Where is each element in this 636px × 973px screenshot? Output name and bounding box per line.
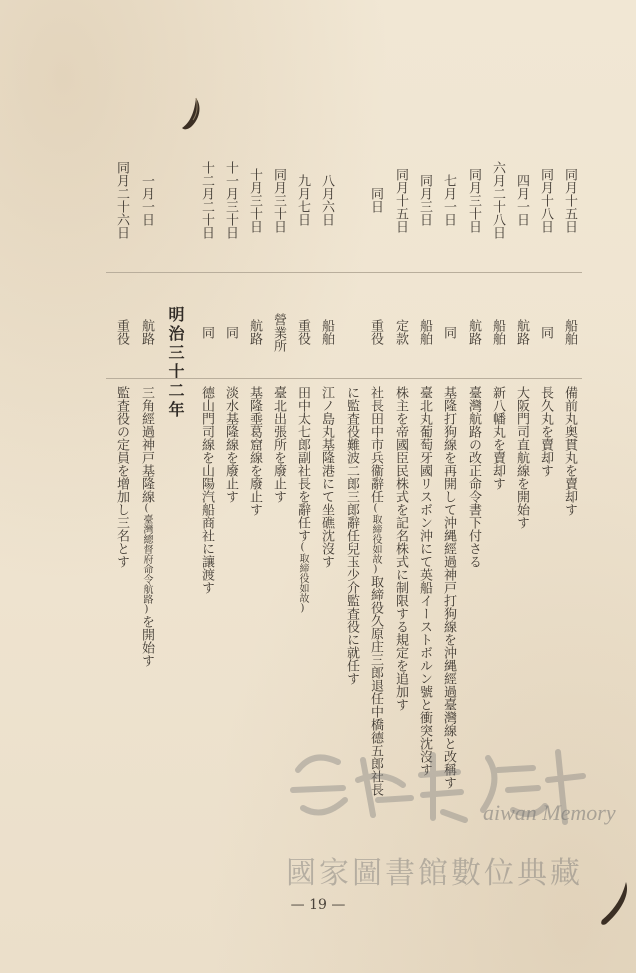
binding-pin-mark <box>596 880 634 928</box>
entry-date: 一月一日 <box>139 174 154 226</box>
entry-date: 同月二十六日 <box>114 161 129 239</box>
event-note: (取締役如故) <box>297 542 308 614</box>
entry-date: 十一月三十日 <box>223 161 238 239</box>
entry-event: 長久丸を賣却す <box>538 386 553 477</box>
entry-event: 臺灣航路の改正命令書下付さる <box>466 386 481 568</box>
entry-event: 基隆打狗線を再開して沖縄經過神戸打狗線を沖縄經過臺灣線と改稱す <box>441 386 456 789</box>
entry-date: 六月二十八日 <box>490 161 505 239</box>
entry-event: 江ノ島丸基隆港にて坐礁沈沒す <box>319 386 334 568</box>
entry-date: 七月一日 <box>441 174 456 226</box>
entry-category: 船舶 <box>417 319 432 345</box>
entry-category: 航路 <box>514 319 529 345</box>
entry-category: 同 <box>538 325 553 339</box>
entry-category: 航路 <box>247 319 262 345</box>
entry-category: 船舶 <box>562 319 577 345</box>
divider <box>106 378 582 379</box>
entry-category: 重役 <box>368 319 383 345</box>
entry-category: 營業所 <box>271 312 286 352</box>
entry-event: 淡水基隆線を廢止す <box>223 386 238 503</box>
entry-date: 同日 <box>368 187 383 213</box>
entry-event <box>134 386 158 866</box>
entry-category: 航路 <box>466 319 481 345</box>
entry-date: 同月十五日 <box>562 167 577 233</box>
svg-text:aiwan Memory: aiwan Memory <box>483 800 616 825</box>
binding-pin-mark <box>178 96 212 136</box>
entry-date: 同月十八日 <box>538 167 553 233</box>
entry-category: 航路 <box>139 319 154 345</box>
entry-column <box>218 0 242 973</box>
entry-date: 九月七日 <box>295 174 310 226</box>
entry-event: に監査役難波二郎三郎辭任兒玉少介監査役に就任す <box>344 386 359 685</box>
entry-category: 船舶 <box>490 319 505 345</box>
entry-category: 同 <box>441 325 456 339</box>
entry-category: 重役 <box>114 319 129 345</box>
era-heading: 明治三十二年 <box>166 306 185 420</box>
event-note: (臺灣總督府命令航路) <box>141 503 152 615</box>
entry-date: 十月三十日 <box>247 167 262 233</box>
divider <box>106 272 582 273</box>
event-text: 三角經過神戸基隆線 <box>139 386 154 503</box>
event-note: (取締役如故) <box>370 503 381 575</box>
entry-date: 同月十五日 <box>393 167 408 233</box>
entry-category: 定款 <box>393 319 408 345</box>
entry-event: 備前丸奥貫丸を賣却す <box>562 386 577 516</box>
entry-date: 同月三十日 <box>466 167 481 233</box>
entry-date: 同月三十日 <box>271 167 286 233</box>
entry-event: 基隆埀葛窟線を廢止す <box>247 386 262 516</box>
entry-event: 臺北丸葡萄牙國リスボン沖にて英船イーストボルン號と衝突沈沒す <box>417 386 432 776</box>
entry-event: 大阪門司直航線を開始す <box>514 386 529 529</box>
entry-date: 同月三日 <box>417 174 432 226</box>
entry-date: 四月一日 <box>514 174 529 226</box>
event-text: を開始す <box>139 615 154 667</box>
entry-column <box>134 0 158 973</box>
entry-date: 八月六日 <box>319 174 334 226</box>
entry-category: 同 <box>223 325 238 339</box>
entry-date: 十二月二十日 <box>199 161 214 239</box>
event-text: 田中太七郎副社長を辭任す <box>295 386 310 542</box>
entry-category: 重役 <box>295 319 310 345</box>
entry-column <box>242 0 266 973</box>
page-number: — 19 — <box>290 897 346 913</box>
event-text: 取締役久原庄三郎退任中橋德五郎社長 <box>368 575 383 796</box>
entry-event: 監査役の定員を增加し三名とす <box>114 386 129 568</box>
entry-category: 船舶 <box>319 319 334 345</box>
entry-event: 德山門司線を山陽汽船商社に讓渡す <box>199 386 214 594</box>
entry-category: 同 <box>199 325 214 339</box>
watermark-logo <box>283 740 616 830</box>
event-text: 社長田中市兵衞辭任 <box>368 386 383 503</box>
entry-event: 株主を帝國臣民株式を記名株式に制限する規定を追加す <box>393 386 408 711</box>
entry-column <box>109 0 133 973</box>
entry-event: 臺北出張所を廢止す <box>271 386 286 503</box>
watermark-text: 國家圖書館數位典藏 <box>286 856 583 891</box>
entry-event: 新八幡丸を賣却す <box>490 386 505 490</box>
entry-column <box>194 0 218 973</box>
